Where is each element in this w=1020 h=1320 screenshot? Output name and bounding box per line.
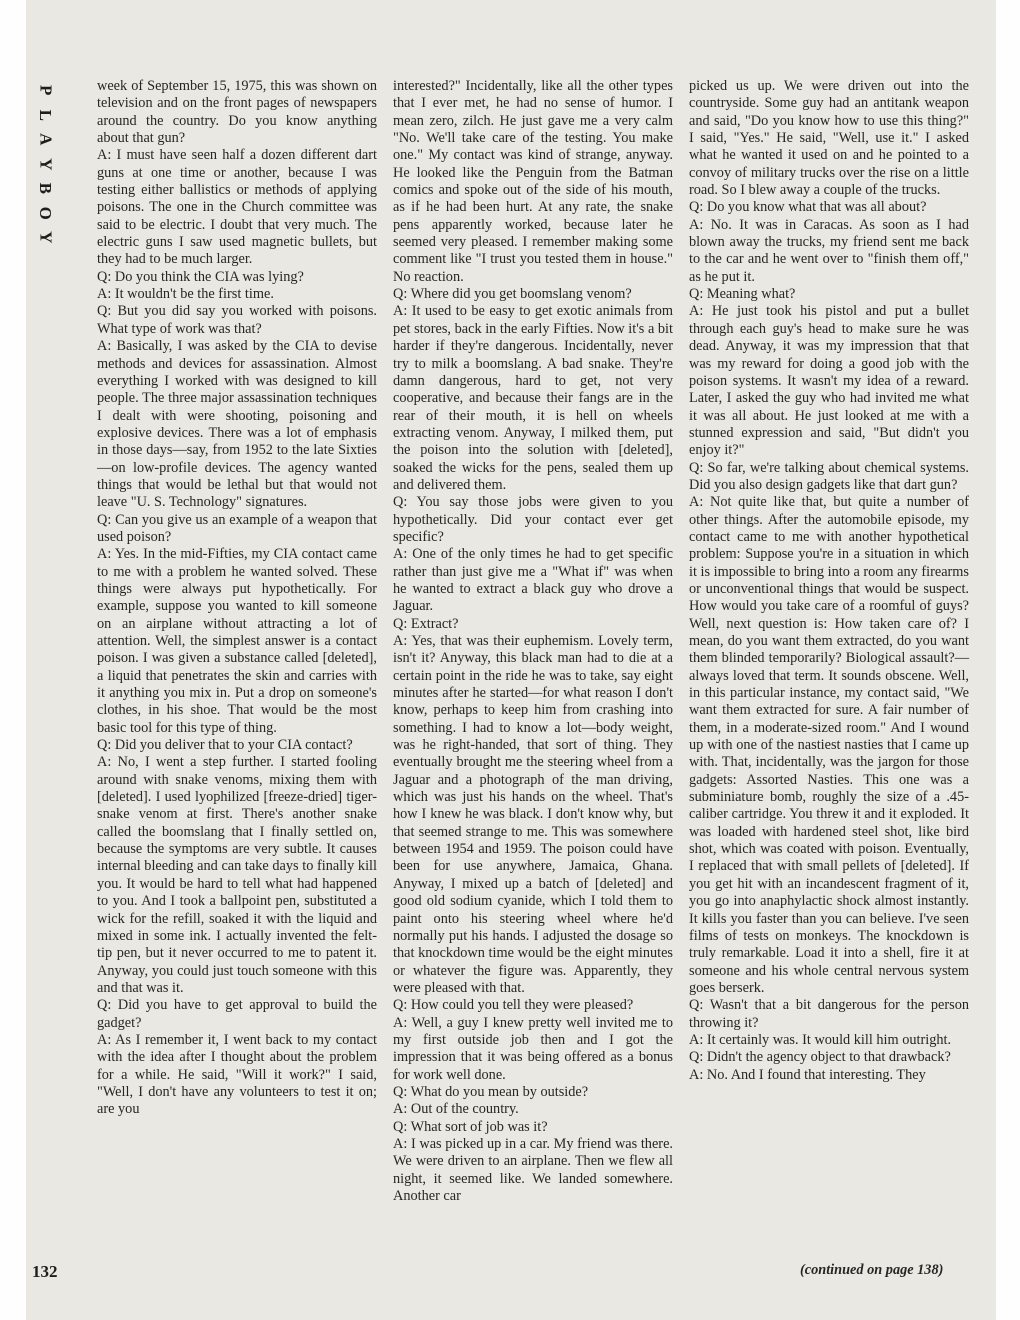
label-letter: Y	[36, 157, 56, 170]
paragraph: A: No. It was in Caracas. As soon as I had blown away the trucks, my friend sent me back to the car and he went over to "finish them off," as he put it.	[689, 216, 969, 285]
paragraph: Q: So far, we're talking about chemical systems. Did you also design gadgets like that dart gun?	[689, 459, 969, 493]
label-letter: P	[36, 85, 56, 96]
paragraph: Q: But you did say you worked with poisons. What type of work was that?	[97, 303, 377, 337]
label-letter: B	[36, 182, 56, 194]
text-column-1	[97, 78, 377, 1119]
paragraph: Q: Wasn't that a bit dangerous for the person throwing it?	[689, 997, 969, 1031]
paragraph: A: I was picked up in a car. My friend was there. We were driven to an airplane. Then we flew all night, it seemed like. We landed somewhere. Another car	[393, 1135, 673, 1204]
paragraph: Q: Can you give us an example of a weapon that used poison?	[97, 511, 377, 545]
paragraph: A: Yes, that was their euphemism. Lovely term, isn't it? Anyway, this black man had to die at a certain point in the ride he was to take, say eight minutes after he started—for what reason I don't know, perhaps to keep him from crashing into something. I had to know a lot—body weight, was he right-handed, that sort of thing. They eventually brought me the steering wheel from a Jaguar and a photograph of the man driving, which was just his hands on the wheel. That's how I knew he was black. I don't know why, but that seemed strange to me. This was somewhere between 1954 and 1959. The poison could have been for use anywhere, Jamaica, Ghana. Anyway, I mixed up a batch of [deleted] and good old sodium cyanide, which I told them to paint onto his steering wheel where he'd normally put his hands. I adjusted the dosage so that knockdown time would be the eight minutes or whatever the figure was. Apparently, they were pleased with that.	[393, 633, 673, 996]
paragraph: A: He just took his pistol and put a bullet through each guy's head to make sure he was dead. Anyway, it was my impression that that was my reward for doing a good job with the poison systems. It wasn't my idea of a reward. Later, I asked the guy who had invited me what it was all about. He just looked at me with a stunned expression and said, "But didn't you enjoy it?"	[689, 303, 969, 459]
paragraph: A: It certainly was. It would kill him outright.	[689, 1031, 952, 1048]
paragraph: interested?" Incidentally, like all the other types that I ever met, he had no sense of humor. I mean zero, zilch. He just gave me a very calm "No. We'll take care of the testing. You make one." My contact was kind of strange, anyway. He looked like the Penguin from the Batman comics and spoke out of the side of his mouth, as if he had been hurt. At any rate, the snake pens apparently worked, because later he seemed very pleased. I remember making some comment like "I trust you tested them in house." No reaction.	[393, 78, 673, 285]
paragraph: Q: Do you think the CIA was lying?	[97, 268, 304, 285]
paragraph: picked us up. We were driven out into the countryside. Some guy had an antitank weapon and said, "Do you know how to use this thing?" I said, "Yes." He said, "Well, use it." I asked what he wanted it used on and he pointed to a convoy of military trucks over the rise on a little road. So I blew away a couple of the trucks.	[689, 78, 969, 199]
paragraph: A: Yes. In the mid-Fifties, my CIA contact came to me with a problem he wanted solved. These things were always put hypothetically. For example, suppose you wanted to kill someone on an airplane without attracting a lot of attention. Well, the simplest answer is a contact poison. I was given a substance called [deleted], a liquid that penetrates the skin and carries with it anything you mix in. Put a drop on someone's clothes, in his shoe. That would be the most basic tool for this type of thing.	[97, 546, 377, 736]
continued-note: (continued on page 138)	[800, 1262, 944, 1278]
paragraph: Q: Didn't the agency object to that drawback?	[689, 1049, 951, 1066]
label-letter: A	[36, 133, 56, 146]
paragraph: Q: Did you deliver that to your CIA contact?	[97, 737, 353, 754]
page-number: 132	[32, 1262, 58, 1281]
paragraph: Q: What do you mean by outside?	[393, 1083, 589, 1100]
paragraph: Q: Meaning what?	[689, 286, 796, 303]
paragraph: A: Well, a guy I knew pretty well invited me to my first outside job then and I got the impression that it was being offered as a bonus for work well done.	[393, 1014, 673, 1083]
paragraph: A: No. And I found that interesting. They	[689, 1066, 926, 1083]
paragraph: Q: Did you have to get approval to build the gadget?	[97, 997, 377, 1031]
paragraph: A: No, I went a step further. I started fooling around with snake venoms, mixing them with [deleted]. I used lyophilized [freeze-dried] tiger-snake venom at first. There's another snake called the boomslang that I finally settled on, because the symptoms are very subtle. It causes internal bleeding and can take days to finally kill you. It would be hard to tell what had happened to you. And I took a ballpoint pen, substituted a wick for the refill, soaked it with the liquid and mixed in some ink. I actually invented the felt-tip pen, but it never occurred to me to patent it. Anyway, you could just touch someone with this and that was it.	[97, 754, 377, 996]
text-column-2	[393, 78, 673, 1205]
label-letter: Y	[36, 231, 56, 244]
magazine-side-label	[36, 78, 54, 250]
paragraph: Q: Where did you get boomslang venom?	[393, 286, 632, 303]
paragraph: A: It used to be easy to get exotic animals from pet stores, back in the early Fifties. Now it's a bit harder if they're dangerous. Incidentally, never try to milk a boomslang. A bad snake. They're damn dangerous, hard to get, not very cooperative, and because their fangs are in the rear of their mouth, it is hell on wheels extracting venom. Anyway, I milked them, put the poison into the solution with [deleted], soaked the wicks for the pens, sealed them up and delivered them.	[393, 303, 673, 493]
text-column-3	[689, 78, 969, 1084]
paragraph: A: One of the only times he had to get specific rather than just give me a "What if" was when he wanted to extract a black guy who drove a Jaguar.	[393, 546, 673, 615]
paragraph: A: Basically, I was asked by the CIA to devise methods and devices for assassination. Almost everything I worked with was designed to kill people. The three major assassination techniques I dealt with were shooting, poisoning and explosive devices. There was a lot of emphasis in those days—say, from 1952 to the late Sixties—on low-profile devices. The agency wanted things that would be lethal but that would not leave "U. S. Technology" signatures.	[97, 338, 377, 511]
paragraph: A: Out of the country.	[393, 1101, 519, 1118]
paragraph: week of September 15, 1975, this was shown on television and on the front pages of newspapers around the country. Do you know anything about that gun?	[97, 78, 377, 147]
paragraph: Q: You say those jobs were given to you hypothetically. Did your contact ever get specific?	[393, 494, 673, 545]
paragraph: Q: Do you know what that was all about?	[689, 199, 927, 216]
label-letter: O	[36, 206, 56, 220]
paragraph: A: As I remember it, I went back to my contact with the idea after I thought about the problem for a while. He said, "Will it work?" I said, "Well, I don't have any volunteers to test it on; are you	[97, 1031, 377, 1118]
paragraph: Q: What sort of job was it?	[393, 1118, 548, 1135]
paragraph: A: I must have seen half a dozen different dart guns at one time or another, because I was testing either ballistics or methods of applying poisons. The one in the Church committee was said to be electric. I doubt that very much. The electric guns I saw used magnetic bullets, but they had to be much larger.	[97, 147, 377, 268]
paragraph: Q: Extract?	[393, 615, 459, 632]
paragraph: Q: How could you tell they were pleased?	[393, 997, 634, 1014]
paragraph: A: Not quite like that, but quite a number of other things. After the automobile episode, my contact came to me with another hypothetical problem: Suppose you're in a situation in which it is impossible to bring into a room any firearms or unconventional things that would be suspect. How would you take care of a roomful of guys? Well, next question is: How taken care of? I mean, do you want them extracted, do you want them blinded temporarily? Biological assault?—always loved that term. It sounds obscene. Well, in this particular instance, my contact said, "We want them extracted for sure. A fair number of them, in a moderate-sized room." And I wound up with one of the nastiest nasties that I came up with. That, incidentally, was the jargon for those gadgets: Assorted Nasties. This one was a subminiature bomb, roughly the size of a .45-caliber cartridge. You threw it and it exploded. It was loaded with hardened steel shot, like bird shot, which was coated with poison. Eventually, I replaced that with small pellets of [deleted]. If you get hit with an incandescent fragment of it, you go into anaphylactic shock almost instantly. It kills you faster than you can believe. I've seen films of tests on monkeys. The knockdown is truly remarkable. Load it into a shell, fire it at someone and his whole central nervous system goes berserk.	[689, 494, 969, 996]
label-letter: L	[36, 109, 56, 121]
paragraph: A: It wouldn't be the first time.	[97, 286, 274, 303]
